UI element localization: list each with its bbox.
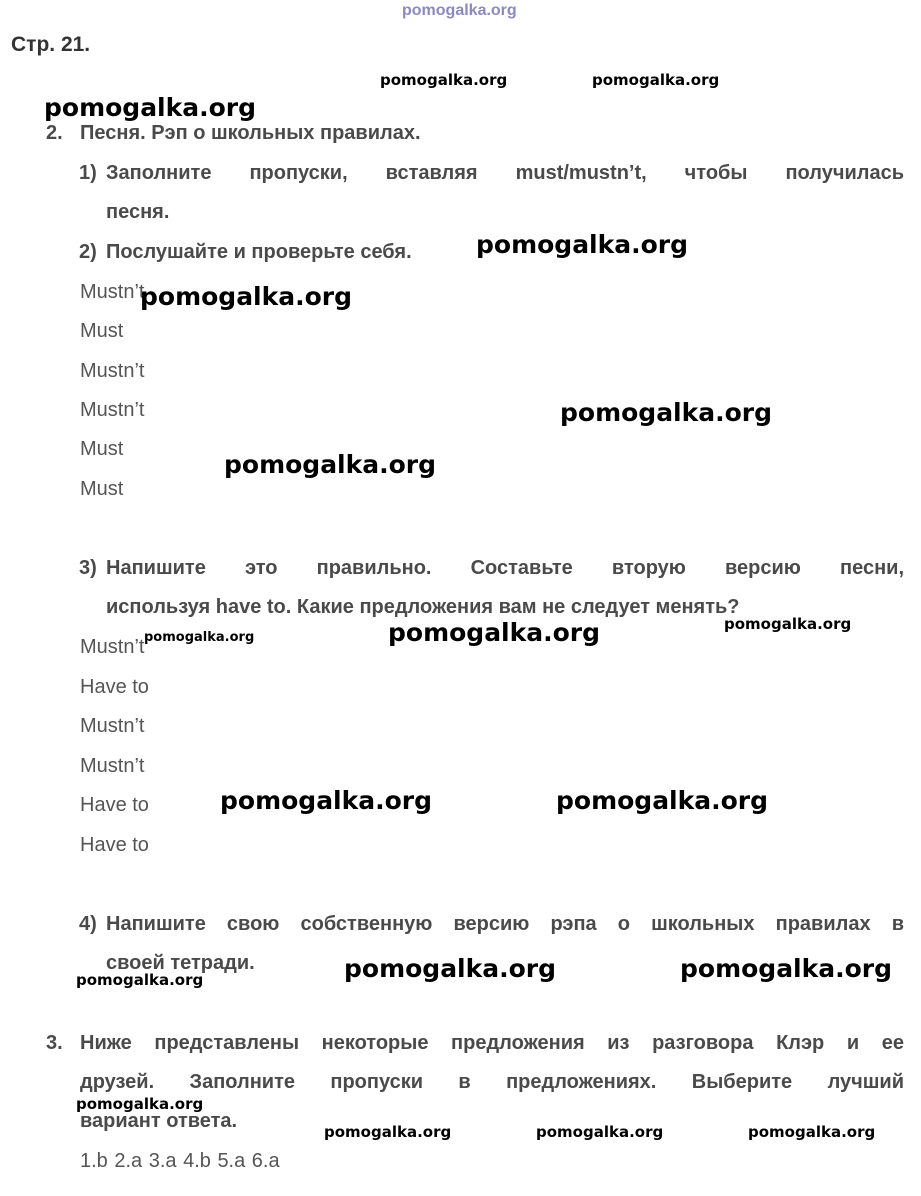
- task2-title: Песня. Рэп о школьных правилах.: [80, 122, 421, 144]
- sub1-text-line2: песня.: [106, 201, 170, 223]
- sub4-text-line1: Напишите свою собственную версию рэпа о школьных правилах в: [106, 913, 904, 935]
- sub3-answer-2: Have to: [80, 676, 149, 698]
- sub2-answer-5: Must: [80, 438, 124, 460]
- sub2-text: Послушайте и проверьте себя.: [106, 241, 412, 263]
- sub1-text-line1: Заполните пропуски, вставляя must/mustn’t, чтобы получилась: [106, 162, 904, 184]
- watermark: pomogalka.org: [76, 1095, 204, 1113]
- sub2-answer-3: Mustn’t: [80, 360, 145, 382]
- watermark: pomogalka.org: [476, 230, 689, 259]
- sub3-text-line2: используя have to. Какие предложения вам не следует менять?: [106, 596, 740, 618]
- task3-text-line1: Ниже представлены некоторые предложения из разговора Клэр и ее: [80, 1032, 904, 1054]
- watermark: pomogalka.org: [556, 786, 769, 815]
- watermark: pomogalka.org: [560, 398, 773, 427]
- top-watermark: pomogalka.org: [402, 2, 517, 19]
- sub3-answer-1: Mustn’t: [80, 636, 145, 658]
- watermark: pomogalka.org: [224, 450, 437, 479]
- sub3-answer-6: Have to: [80, 834, 149, 856]
- watermark: pomogalka.org: [144, 630, 255, 645]
- watermark: pomogalka.org: [76, 971, 204, 989]
- page-title: Стр. 21.: [11, 33, 91, 56]
- sub2-number: 2): [79, 241, 97, 263]
- sub4-number: 4): [79, 913, 97, 935]
- watermark: pomogalka.org: [380, 71, 508, 89]
- sub3-number: 3): [79, 557, 97, 579]
- watermark: pomogalka.org: [680, 954, 893, 983]
- sub3-answer-4: Mustn’t: [80, 755, 145, 777]
- sub3-text-line1: Напишите это правильно. Составьте вторую версию песни,: [106, 557, 904, 579]
- task3-text-line2: друзей. Заполните пропуски в предложениях. Выберите лучший: [80, 1071, 904, 1093]
- watermark: pomogalka.org: [324, 1123, 452, 1141]
- task2-number: 2.: [46, 122, 63, 144]
- sub2-answer-1: Mustn’t: [80, 281, 145, 303]
- sub3-answer-3: Mustn’t: [80, 715, 145, 737]
- task3-text-line3: вариант ответа.: [80, 1110, 238, 1132]
- sub3-answer-5: Have to: [80, 794, 149, 816]
- watermark: pomogalka.org: [140, 282, 353, 311]
- watermark: pomogalka.org: [748, 1123, 876, 1141]
- sub2-answer-6: Must: [80, 478, 124, 500]
- watermark: pomogalka.org: [44, 93, 257, 122]
- sub4-text-line2: своей тетради.: [106, 952, 255, 974]
- watermark: pomogalka.org: [536, 1123, 664, 1141]
- task3-answers: 1.b 2.a 3.a 4.b 5.a 6.a: [80, 1150, 280, 1172]
- sub2-answer-4: Mustn’t: [80, 399, 145, 421]
- watermark: pomogalka.org: [388, 618, 601, 647]
- sub2-answer-2: Must: [80, 320, 124, 342]
- watermark: pomogalka.org: [592, 71, 720, 89]
- task3-number: 3.: [46, 1032, 63, 1054]
- watermark: pomogalka.org: [344, 954, 557, 983]
- watermark: pomogalka.org: [220, 786, 433, 815]
- watermark: pomogalka.org: [724, 615, 852, 633]
- sub1-number: 1): [79, 162, 97, 184]
